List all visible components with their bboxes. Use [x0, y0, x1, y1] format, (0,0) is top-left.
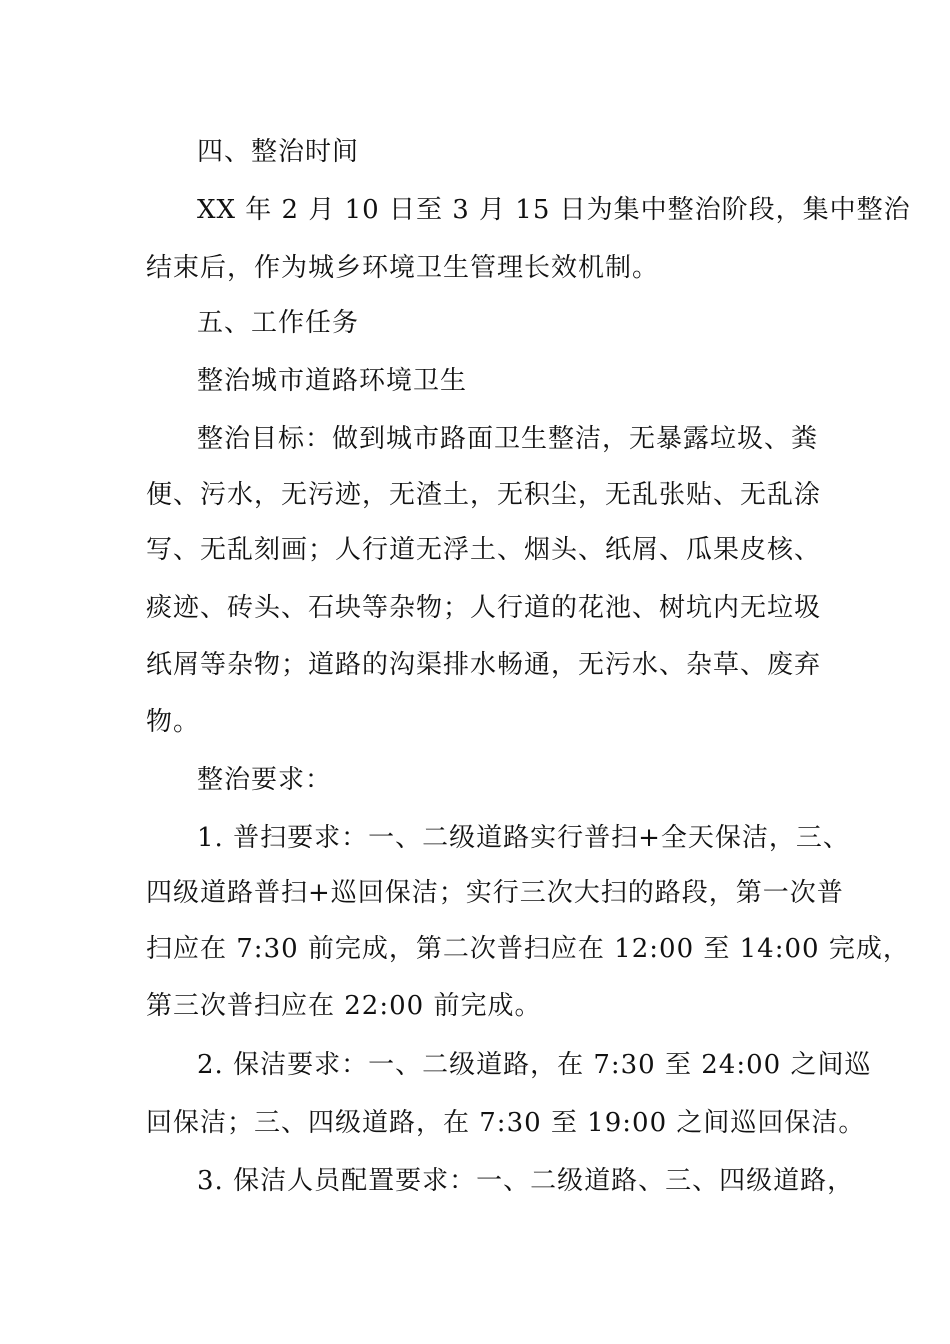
section-heading-rectification-time: 四、整治时间	[197, 137, 360, 167]
paragraph-line: 便、污水，无污迹，无渣土，无积尘，无乱张贴、无乱涂	[146, 480, 822, 510]
list-item-line: 3. 保洁人员配置要求：一、二级道路、三、四级道路，	[197, 1166, 855, 1196]
subsection-heading-requirements: 整治要求：	[197, 765, 333, 795]
list-item-line: 四级道路普扫+巡回保洁；实行三次大扫的路段，第一次普	[146, 878, 844, 908]
paragraph-line: 写、无乱刻画；人行道无浮土、烟头、纸屑、瓜果皮核、	[146, 535, 822, 565]
list-item-line: 第三次普扫应在 22:00 前完成。	[146, 991, 542, 1021]
paragraph-line: 痰迹、砖头、石块等杂物；人行道的花池、树坑内无垃圾	[146, 593, 822, 623]
subsection-heading-city-roads: 整治城市道路环境卫生	[197, 366, 468, 396]
list-item-line: 2. 保洁要求：一、二级道路，在 7:30 至 24:00 之间巡	[197, 1050, 872, 1080]
list-item-line: 1. 普扫要求：一、二级道路实行普扫+全天保洁，三、	[197, 823, 850, 853]
paragraph-line: XX 年 2 月 10 日至 3 月 15 日为集中整治阶段，集中整治	[197, 195, 911, 225]
list-item-line: 扫应在 7:30 前完成，第二次普扫应在 12:00 至 14:00 完成，	[146, 934, 910, 964]
paragraph-line: 整治目标：做到城市路面卫生整洁，无暴露垃圾、粪	[197, 424, 819, 454]
paragraph-line: 物。	[146, 707, 201, 737]
paragraph-line: 纸屑等杂物；道路的沟渠排水畅通，无污水、杂草、废弃	[146, 650, 822, 680]
list-item-line: 回保洁；三、四级道路，在 7:30 至 19:00 之间巡回保洁。	[146, 1108, 866, 1138]
section-heading-work-tasks: 五、工作任务	[197, 308, 360, 338]
paragraph-line: 结束后，作为城乡环境卫生管理长效机制。	[146, 253, 660, 283]
